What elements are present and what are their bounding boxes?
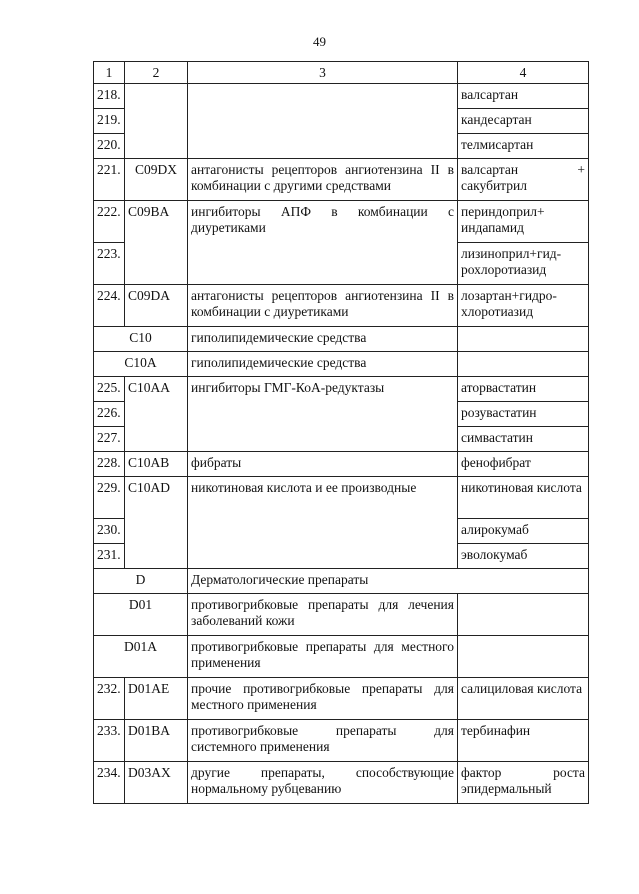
row-number: 232.: [94, 678, 125, 720]
plus-sign: +: [577, 162, 585, 177]
drug-name: никотиновая кислота: [458, 477, 589, 519]
group-name: антагонисты рецепторов ангиотензина II в комбинации с диуретиками: [188, 285, 458, 327]
header-col-2: 2: [125, 62, 188, 84]
section-name: гиполипидемические средства: [188, 327, 458, 352]
group-name: никотиновая кислота и ее производные: [188, 477, 458, 569]
empty-cell: [458, 327, 589, 352]
atc-code: C10AB: [125, 452, 188, 477]
drug-name: телмисартан: [458, 134, 589, 159]
row-number: 228.: [94, 452, 125, 477]
section-row: [94, 327, 589, 352]
empty-cell: [458, 594, 589, 636]
drug-name-part: сакубитрил: [461, 178, 527, 193]
table-row: [94, 762, 589, 804]
section-name: противогрибковые препараты для местного применения: [188, 636, 458, 678]
group-name: ингибиторы ГМГ-КоА-редуктазы: [188, 377, 458, 452]
drug-name: валсартан: [458, 84, 589, 109]
drug-name: тербинафин: [458, 720, 589, 762]
atc-code: C09BA: [125, 201, 188, 285]
row-number: 218.: [94, 84, 125, 109]
atc-code: C09DX: [125, 159, 188, 201]
atc-code: D01BA: [125, 720, 188, 762]
table-row: [94, 720, 589, 762]
section-code: D01: [94, 594, 188, 636]
atc-code-cell: [125, 84, 188, 159]
section-code: C10A: [94, 352, 188, 377]
table-row: [94, 452, 589, 477]
row-number: 234.: [94, 762, 125, 804]
section-name: Дерматологические препараты: [188, 569, 589, 594]
drug-name: лозартан+гидро-хлоротиазид: [458, 285, 589, 327]
table-row: [94, 377, 589, 402]
group-name: антагонисты рецепторов ангиотензина II в комбинации с другими средствами: [188, 159, 458, 201]
drug-name: эволокумаб: [458, 544, 589, 569]
drug-name: алирокумаб: [458, 519, 589, 544]
section-code: C10: [94, 327, 188, 352]
table-header-row: [94, 62, 589, 84]
table-row: [94, 285, 589, 327]
section-row: [94, 594, 589, 636]
row-number: 223.: [94, 243, 125, 285]
atc-code: C09DA: [125, 285, 188, 327]
section-name: противогрибковые препараты для лечения заболеваний кожи: [188, 594, 458, 636]
row-number: 231.: [94, 544, 125, 569]
drug-name: фенофибрат: [458, 452, 589, 477]
atc-code: C10AD: [125, 477, 188, 569]
group-name: другие препараты, способствующие нормальному рубцеванию: [188, 762, 458, 804]
section-name: гиполипидемические средства: [188, 352, 458, 377]
table-row: [94, 201, 589, 243]
group-cell: [188, 84, 458, 159]
drug-table: [93, 61, 589, 804]
row-number: 229.: [94, 477, 125, 519]
header-col-4: 4: [458, 62, 589, 84]
empty-cell: [458, 636, 589, 678]
row-number: 222.: [94, 201, 125, 243]
table-row: [94, 678, 589, 720]
drug-name: фактор роста эпидермальный: [458, 762, 589, 804]
row-number: 226.: [94, 402, 125, 427]
table-row: [94, 477, 589, 519]
atc-code: D01AE: [125, 678, 188, 720]
group-name: прочие противогрибковые препараты для местного применения: [188, 678, 458, 720]
group-name: ингибиторы АПФ в комбинации с диуретиками: [188, 201, 458, 285]
drug-name-part: валсартан: [461, 162, 519, 177]
row-number: 221.: [94, 159, 125, 201]
section-row: [94, 352, 589, 377]
group-name: фибраты: [188, 452, 458, 477]
row-number: 219.: [94, 109, 125, 134]
atc-code: C10AA: [125, 377, 188, 452]
table-row: [94, 84, 589, 109]
row-number: 227.: [94, 427, 125, 452]
row-number: 225.: [94, 377, 125, 402]
page-number: 49: [313, 34, 326, 49]
section-row: [94, 569, 589, 594]
row-number: 224.: [94, 285, 125, 327]
header-col-1: 1: [94, 62, 125, 84]
atc-code: D03AX: [125, 762, 188, 804]
drug-name: аторвастатин: [458, 377, 589, 402]
drug-name: кандесартан: [458, 109, 589, 134]
section-code: D: [94, 569, 188, 594]
drug-name: лизиноприл+гид-рохлоротиазид: [458, 243, 589, 285]
drug-name: салициловая кислота: [458, 678, 589, 720]
row-number: 233.: [94, 720, 125, 762]
drug-name: симвастатин: [458, 427, 589, 452]
header-col-3: 3: [188, 62, 458, 84]
empty-cell: [458, 352, 589, 377]
drug-name: [458, 159, 589, 201]
drug-name: розувастатин: [458, 402, 589, 427]
section-row: [94, 636, 589, 678]
group-name: противогрибковые препараты для системного применения: [188, 720, 458, 762]
row-number: 220.: [94, 134, 125, 159]
table-row: [94, 159, 589, 201]
row-number: 230.: [94, 519, 125, 544]
drug-name: периндоприл+ индапамид: [458, 201, 589, 243]
section-code: D01A: [94, 636, 188, 678]
